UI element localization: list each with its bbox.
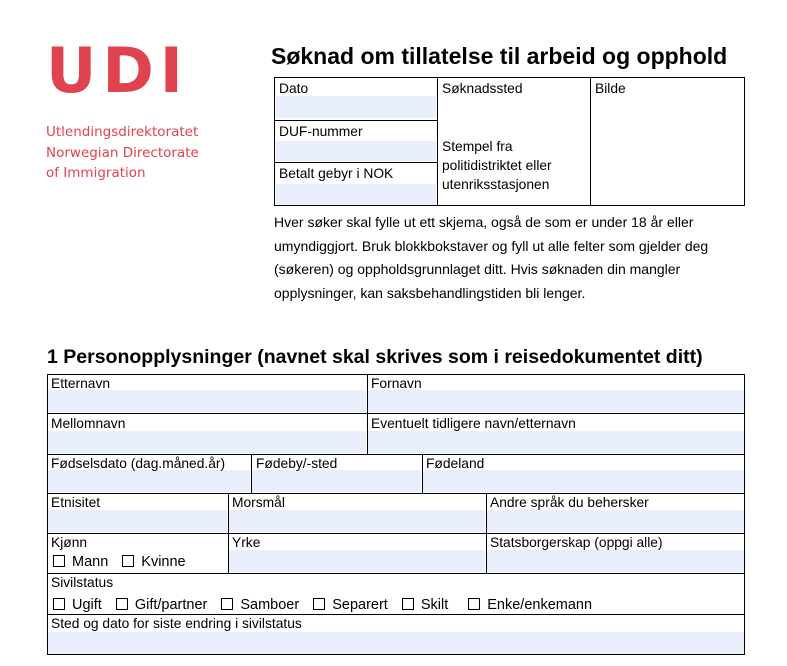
kjonn-option-kvinne[interactable] (122, 554, 185, 570)
fodeby-label: Fødeby/-sted (256, 456, 338, 471)
checkbox[interactable] (221, 598, 233, 610)
fornavn-label: Fornavn (371, 376, 422, 391)
statsborgerskap-input[interactable] (487, 550, 744, 572)
udi-logo: UDI (46, 34, 189, 107)
checkbox[interactable] (53, 555, 65, 567)
org-name-line: Utlendingsdirektoratet (46, 124, 199, 140)
sivilstatus-option-gift[interactable] (116, 597, 208, 613)
divider (590, 77, 591, 206)
divider (47, 533, 745, 534)
sivilstatus-option-enke[interactable] (468, 597, 592, 613)
etternavn-label: Etternavn (51, 376, 111, 391)
gebyr-input[interactable] (276, 184, 436, 205)
kjonn-options (53, 553, 200, 571)
checkbox[interactable] (313, 598, 325, 610)
andre-sprak-input[interactable] (487, 510, 744, 532)
sted-dato-input[interactable] (48, 632, 744, 654)
gebyr-label: Betalt gebyr i NOK (279, 166, 394, 181)
fodselsdato-label: Fødselsdato (dag.måned.år) (51, 456, 226, 471)
organization-name (46, 122, 199, 184)
stempel-line: Stempel fra (442, 139, 513, 154)
option-label: Separert (332, 597, 388, 613)
divider (437, 77, 438, 206)
option-label: Mann (72, 554, 109, 570)
tidligere-navn-input[interactable] (368, 431, 744, 453)
intro-text: Hver søker skal fylle ut ett skjema, også de som er under 18 år eller umyndiggjort. Bruk blokkbokstaver og fyll ut alle felter som gjelder deg (søkeren) og oppholdsgrunnlaget ditt. Hvis søknaden din mangler opplysninger, kan saksbehandlingstiden bli lenger. (274, 214, 709, 301)
andre-sprak-label: Andre språk du behersker (490, 495, 649, 510)
tidligere-navn-label: Eventuelt tidligere navn/etternavn (371, 416, 576, 431)
sivilstatus-options (53, 596, 606, 614)
sivilstatus-option-samboer[interactable] (221, 597, 299, 613)
checkbox[interactable] (402, 598, 414, 610)
fornavn-input[interactable] (368, 390, 744, 412)
sivilstatus-label: Sivilstatus (51, 575, 114, 590)
etternavn-input[interactable] (48, 390, 366, 412)
checkbox[interactable] (122, 555, 134, 567)
etnisitet-input[interactable] (48, 510, 227, 532)
sivilstatus-option-separert[interactable] (313, 597, 388, 613)
yrke-label: Yrke (232, 535, 261, 550)
divider (422, 454, 423, 493)
org-name-line: Norwegian Directorate (46, 144, 199, 161)
kjonn-option-mann[interactable] (53, 554, 108, 570)
sted-dato-label: Sted og dato for siste endring i sivilstatus (51, 616, 302, 631)
soknadssted-label: Søknadssted (442, 81, 523, 96)
yrke-input[interactable] (229, 550, 485, 572)
stempel-line: utenriksstasjonen (442, 177, 550, 192)
fodeland-label: Fødeland (426, 456, 485, 471)
divider (47, 413, 745, 414)
duf-number-label: DUF-nummer (279, 124, 363, 139)
morsmal-label: Morsmål (232, 495, 285, 510)
section-heading: 1 Personopplysninger (navnet skal skrives som i reisedokumentet ditt) (47, 346, 703, 368)
option-label: Kvinne (141, 554, 186, 570)
stempel-note (442, 137, 552, 194)
divider (47, 614, 745, 615)
fodselsdato-input[interactable] (48, 470, 250, 492)
divider (251, 454, 252, 493)
duf-number-input[interactable] (276, 141, 436, 161)
option-label: Enke/enkemann (487, 597, 593, 613)
divider (274, 162, 437, 163)
mellomnavn-label: Mellomnavn (51, 416, 126, 431)
sivilstatus-option-skilt[interactable] (402, 597, 448, 613)
org-name-line: of Immigration (46, 165, 146, 181)
option-label: Skilt (420, 597, 449, 613)
form-title: Søknad om tillatelse til arbeid og opphold (271, 43, 728, 69)
dato-input[interactable] (276, 96, 436, 118)
checkbox[interactable] (53, 598, 65, 610)
checkbox[interactable] (468, 598, 480, 610)
divider (47, 573, 745, 574)
fodeland-input[interactable] (423, 470, 744, 492)
statsborgerskap-label: Statsborgerskap (oppgi alle) (490, 535, 663, 550)
checkbox[interactable] (116, 598, 128, 610)
dato-label: Dato (279, 81, 309, 96)
divider (47, 454, 745, 455)
mellomnavn-input[interactable] (48, 431, 366, 453)
morsmal-input[interactable] (229, 510, 485, 532)
option-label: Samboer (240, 597, 300, 613)
etnisitet-label: Etnisitet (51, 495, 101, 510)
option-label: Gift/partner (134, 597, 208, 613)
sivilstatus-option-ugift[interactable] (53, 597, 102, 613)
fodeby-input[interactable] (252, 470, 421, 492)
divider (274, 120, 437, 121)
stempel-line: politidistriktet eller (442, 158, 552, 173)
divider (47, 493, 745, 494)
kjonn-label: Kjønn (51, 535, 88, 550)
bilde-label: Bilde (595, 81, 626, 96)
option-label: Ugift (72, 597, 102, 613)
